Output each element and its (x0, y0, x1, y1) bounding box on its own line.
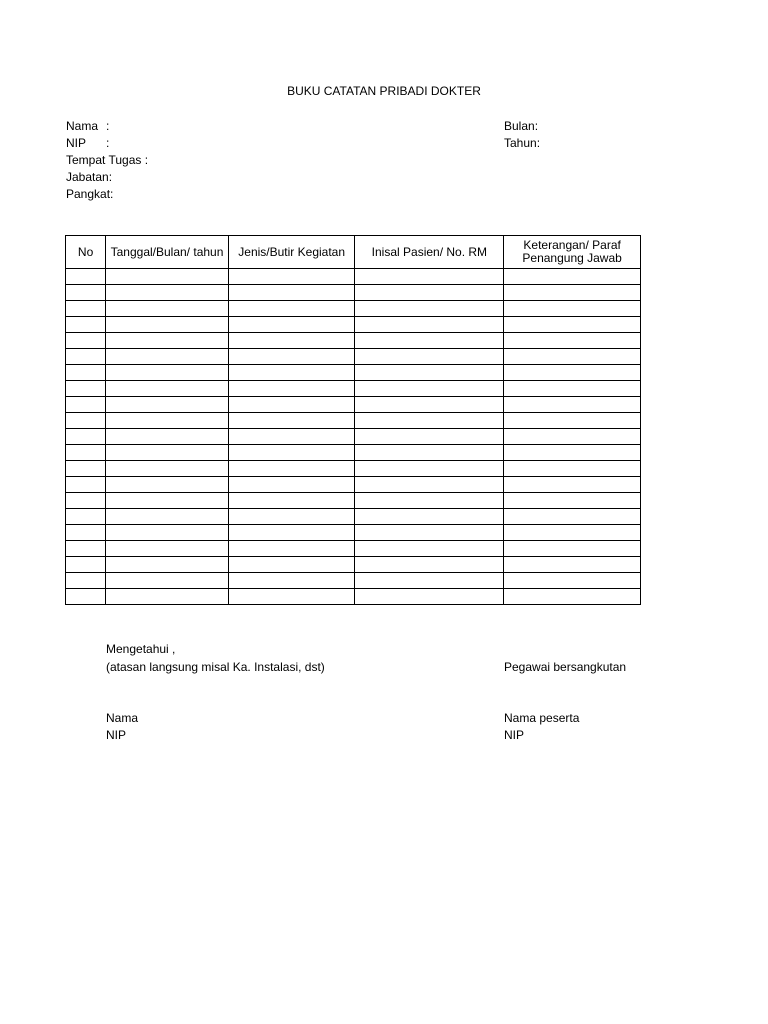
table-cell[interactable] (355, 413, 504, 429)
label-tempat-tugas: Tempat Tugas : (66, 153, 149, 167)
table-cell[interactable] (504, 317, 641, 333)
table-cell[interactable] (355, 429, 504, 445)
table-cell[interactable] (504, 445, 641, 461)
table-cell[interactable] (106, 349, 229, 365)
table-cell[interactable] (228, 349, 355, 365)
table-cell[interactable] (66, 445, 106, 461)
label-pangkat: Pangkat: (66, 187, 114, 201)
table-cell[interactable] (504, 557, 641, 573)
footer-atasan: (atasan langsung misal Ka. Instalasi, dst) (106, 660, 325, 674)
table-cell[interactable] (504, 477, 641, 493)
table-cell[interactable] (355, 557, 504, 573)
table-row (66, 493, 641, 509)
table-cell[interactable] (66, 525, 106, 541)
table-row (66, 333, 641, 349)
activity-log-table (65, 235, 641, 605)
table-cell[interactable] (106, 461, 229, 477)
table-cell[interactable] (66, 301, 106, 317)
table-row (66, 429, 641, 445)
page-title: BUKU CATATAN PRIBADI DOKTER (287, 84, 481, 98)
table-cell[interactable] (355, 381, 504, 397)
table-cell[interactable] (504, 365, 641, 381)
footer-nama-right: Nama peserta (504, 711, 580, 725)
table-cell[interactable] (355, 493, 504, 509)
table-cell[interactable] (228, 445, 355, 461)
table-cell[interactable] (504, 285, 641, 301)
table-cell[interactable] (504, 461, 641, 477)
table-cell[interactable] (504, 493, 641, 509)
label-jabatan: Jabatan: (66, 170, 113, 184)
table-cell[interactable] (106, 509, 229, 525)
table-cell[interactable] (355, 541, 504, 557)
table-body (66, 269, 641, 605)
table-cell[interactable] (106, 525, 229, 541)
table-cell[interactable] (66, 589, 106, 605)
table-cell[interactable] (228, 333, 355, 349)
table-row (66, 541, 641, 557)
table-cell[interactable] (504, 509, 641, 525)
table-cell[interactable] (106, 573, 229, 589)
header-jenis-kegiatan: Jenis/Butir Kegiatan (228, 236, 355, 269)
table-cell[interactable] (106, 317, 229, 333)
table-cell[interactable] (228, 493, 355, 509)
table-cell[interactable] (66, 573, 106, 589)
table-cell[interactable] (106, 477, 229, 493)
table-row (66, 589, 641, 605)
colon-nama: : (106, 119, 110, 133)
table-row (66, 525, 641, 541)
table-row (66, 573, 641, 589)
table-cell[interactable] (66, 269, 106, 285)
table-cell[interactable] (355, 573, 504, 589)
table-cell[interactable] (504, 269, 641, 285)
table-cell[interactable] (355, 365, 504, 381)
table-cell[interactable] (228, 381, 355, 397)
table-row (66, 509, 641, 525)
table-cell[interactable] (66, 333, 106, 349)
table-cell[interactable] (66, 365, 106, 381)
table-cell[interactable] (228, 525, 355, 541)
table-row (66, 477, 641, 493)
table-cell[interactable] (66, 509, 106, 525)
footer-nip-left: NIP (106, 728, 127, 742)
table-cell[interactable] (228, 413, 355, 429)
table-cell[interactable] (355, 285, 504, 301)
table-cell[interactable] (504, 541, 641, 557)
label-nama: Nama (66, 119, 99, 133)
table-cell[interactable] (355, 477, 504, 493)
table-cell[interactable] (504, 301, 641, 317)
header-keterangan: Keterangan/ Paraf Penangung Jawab (504, 236, 641, 269)
table-cell[interactable] (355, 525, 504, 541)
table-row (66, 461, 641, 477)
table-cell[interactable] (106, 381, 229, 397)
table-cell[interactable] (106, 589, 229, 605)
table-cell[interactable] (355, 349, 504, 365)
table-cell[interactable] (228, 541, 355, 557)
table-cell[interactable] (106, 285, 229, 301)
table-cell[interactable] (66, 461, 106, 477)
table-cell[interactable] (106, 557, 229, 573)
footer-nama-left: Nama (106, 711, 139, 725)
table-cell[interactable] (66, 397, 106, 413)
table-cell[interactable] (106, 333, 229, 349)
table-row (66, 445, 641, 461)
table-cell[interactable] (66, 541, 106, 557)
table-cell[interactable] (504, 525, 641, 541)
table-cell[interactable] (228, 461, 355, 477)
table-cell[interactable] (355, 397, 504, 413)
colon-nip: : (106, 136, 110, 150)
table-cell[interactable] (504, 349, 641, 365)
footer-mengetahui: Mengetahui , (106, 642, 176, 656)
table-cell[interactable] (228, 269, 355, 285)
table-cell[interactable] (228, 429, 355, 445)
table-cell[interactable] (66, 429, 106, 445)
table-cell[interactable] (106, 397, 229, 413)
label-bulan: Bulan: (504, 119, 539, 133)
table-cell[interactable] (228, 509, 355, 525)
table-cell[interactable] (355, 461, 504, 477)
table-cell[interactable] (106, 269, 229, 285)
label-nip: NIP (66, 136, 87, 150)
table-row (66, 269, 641, 285)
table-cell[interactable] (106, 493, 229, 509)
header-no: No (66, 236, 106, 269)
header-tanggal: Tanggal/Bulan/ tahun (106, 236, 229, 269)
table-cell[interactable] (504, 333, 641, 349)
table-cell[interactable] (106, 365, 229, 381)
table-cell[interactable] (504, 413, 641, 429)
table-cell[interactable] (228, 573, 355, 589)
table-cell[interactable] (355, 445, 504, 461)
table-cell[interactable] (355, 509, 504, 525)
label-tahun: Tahun: (504, 136, 541, 150)
table-cell[interactable] (106, 413, 229, 429)
table-cell[interactable] (355, 301, 504, 317)
table-cell[interactable] (66, 413, 106, 429)
table-cell[interactable] (355, 589, 504, 605)
table-cell[interactable] (355, 333, 504, 349)
table-header-row (66, 236, 641, 269)
table-cell[interactable] (228, 557, 355, 573)
table-row (66, 317, 641, 333)
table-row (66, 301, 641, 317)
table-cell[interactable] (228, 397, 355, 413)
table-cell[interactable] (504, 397, 641, 413)
table-row (66, 381, 641, 397)
table-row (66, 557, 641, 573)
table-cell[interactable] (66, 285, 106, 301)
table-cell[interactable] (504, 381, 641, 397)
table-cell[interactable] (66, 557, 106, 573)
table-cell[interactable] (228, 589, 355, 605)
table-cell[interactable] (355, 317, 504, 333)
table-cell[interactable] (228, 285, 355, 301)
table-cell[interactable] (66, 493, 106, 509)
table-row (66, 397, 641, 413)
table-row (66, 365, 641, 381)
table-cell[interactable] (66, 477, 106, 493)
footer-nip-right: NIP (504, 728, 525, 742)
table-cell[interactable] (66, 317, 106, 333)
table-cell[interactable] (106, 429, 229, 445)
footer-pegawai: Pegawai bersangkutan (504, 660, 627, 674)
table-cell[interactable] (228, 317, 355, 333)
table-cell[interactable] (504, 589, 641, 605)
table-cell[interactable] (228, 477, 355, 493)
table-row (66, 413, 641, 429)
table-row (66, 285, 641, 301)
table-cell[interactable] (504, 573, 641, 589)
table-row (66, 349, 641, 365)
table-cell[interactable] (106, 541, 229, 557)
table-cell[interactable] (504, 429, 641, 445)
table-cell[interactable] (106, 445, 229, 461)
table-cell[interactable] (355, 269, 504, 285)
table-cell[interactable] (66, 381, 106, 397)
table-cell[interactable] (228, 365, 355, 381)
table-cell[interactable] (66, 349, 106, 365)
table-cell[interactable] (106, 301, 229, 317)
table-cell[interactable] (228, 301, 355, 317)
header-inisial-pasien: Inisal Pasien/ No. RM (355, 236, 504, 269)
